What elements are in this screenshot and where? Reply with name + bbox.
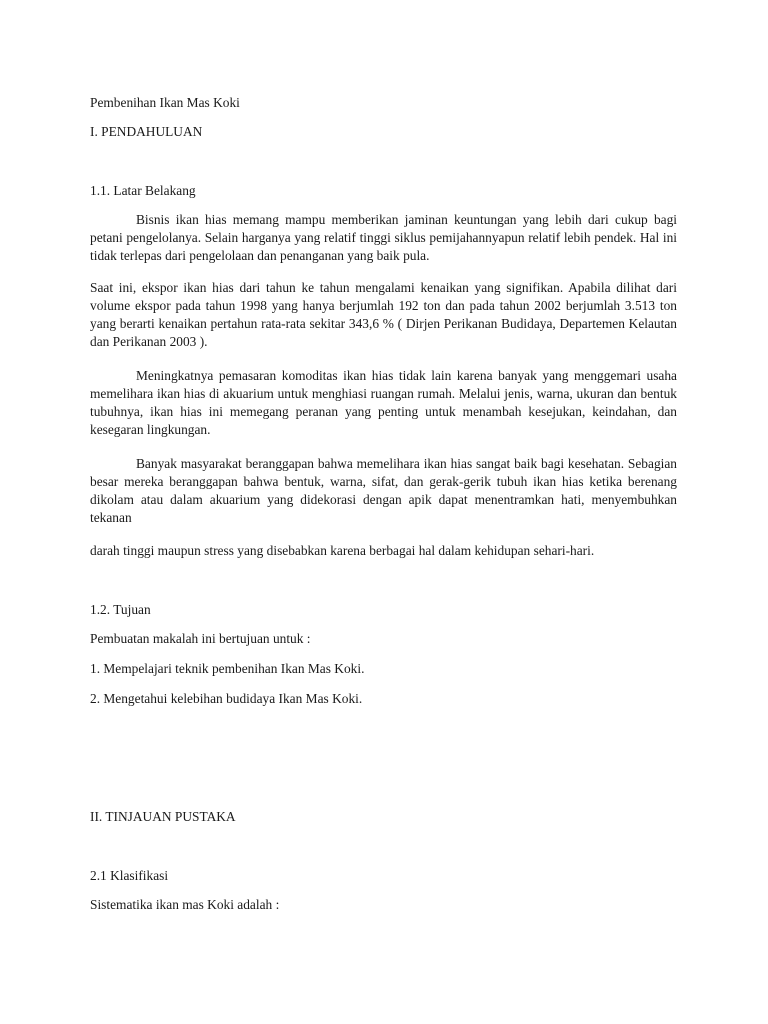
paragraph-5: darah tinggi maupun stress yang disebabkan karena berbagai hal dalam kehidupan sehari-hari. bbox=[90, 543, 595, 558]
section-heading-tinjauan-pustaka: II. TINJAUAN PUSTAKA bbox=[90, 809, 236, 824]
paragraph-3: Meningkatnya pemasaran komoditas ikan hias tidak lain karena banyak yang menggemari usaha memelihara ikan hias di akuarium untuk menghiasi ruangan rumah. Melalui jenis, warna, ukuran dan bentuk tubuhnya, ikan hias ini memegang peranan yang penting untuk menambah kesejukan, keindahan, dan kesegaran lingkungan. bbox=[90, 368, 677, 437]
klasifikasi-intro: Sistematika ikan mas Koki adalah : bbox=[90, 897, 280, 912]
subheading-klasifikasi: 2.1 Klasifikasi bbox=[90, 868, 169, 883]
document-title: Pembenihan Ikan Mas Koki bbox=[90, 95, 240, 110]
tujuan-item-1: 1. Mempelajari teknik pembenihan Ikan Mas Koki. bbox=[90, 661, 365, 676]
tujuan-intro: Pembuatan makalah ini bertujuan untuk : bbox=[90, 631, 311, 646]
paragraph-2: Saat ini, ekspor ikan hias dari tahun ke tahun mengalami kenaikan yang signifikan. Apabila dilihat dari volume ekspor pada tahun 1998 yang hanya berjumlah 192 ton dan pada tahun 2002 berjumlah 3.513 ton yang berarti kenaikan pertahun rata-rata sekitar 343,6 % ( Dirjen Perikanan Budidaya, Departemen Kelautan dan Perikanan 2003 ). bbox=[90, 280, 677, 349]
subheading-latar-belakang: 1.1. Latar Belakang bbox=[90, 183, 196, 198]
subheading-tujuan: 1.2. Tujuan bbox=[90, 602, 151, 617]
paragraph-1: Bisnis ikan hias memang mampu memberikan jaminan keuntungan yang lebih dari cukup bagi petani pengelolanya. Selain harganya yang relatif tinggi siklus pemijahannyapun relatif lebih pendek. Hal ini tidak terlepas dari pengelolaan dan penanganan yang baik pula. bbox=[90, 212, 677, 263]
section-heading-pendahuluan: I. PENDAHULUAN bbox=[90, 124, 203, 139]
paragraph-4: Banyak masyarakat beranggapan bahwa memelihara ikan hias sangat baik bagi kesehatan. Sebagian besar mereka beranggapan bahwa bentuk, warna, sifat, dan gerak-gerik tubuh ikan hias ketika berenang dikolam atau dalam akuarium yang didekorasi dengan apik dapat menentramkan hati, menyembuhkan tekanan bbox=[90, 456, 677, 525]
tujuan-item-2: 2. Mengetahui kelebihan budidaya Ikan Mas Koki. bbox=[90, 691, 363, 706]
